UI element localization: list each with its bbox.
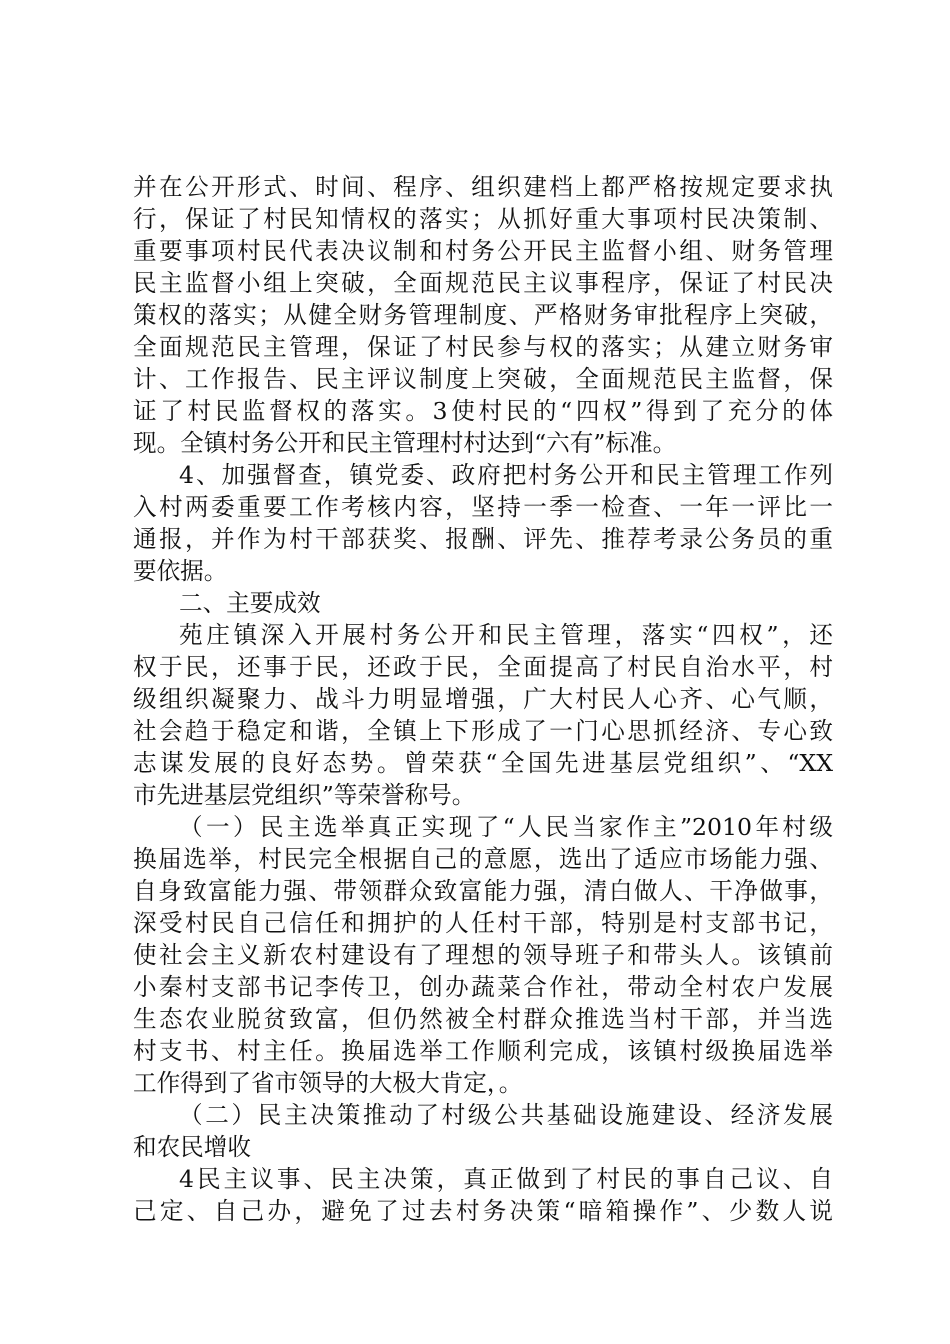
- text-line: 自身致富能力强、带领群众致富能力强，清白做人、干净做事，: [133, 877, 833, 905]
- text-line: 苑庄镇深入开展村务公开和民主管理，落实“四权”，还: [179, 621, 833, 649]
- text-line: 重要事项村民代表决议制和村务公开民主监督小组、财务管理: [133, 237, 833, 265]
- text-line: 入村两委重要工作考核内容，坚持一季一检查、一年一评比一: [133, 493, 833, 521]
- text-line: 村支书、村主任。换届选举工作顺利完成，该镇村级换届选举: [133, 1037, 833, 1065]
- text-line: 现。全镇村务公开和民主管理村村达到“六有”标准。: [133, 429, 677, 457]
- text-line: 计、工作报告、民主评议制度上突破，全面规范民主监督，保: [133, 365, 833, 393]
- text-line: 使社会主义新农村建设有了理想的领导班子和带头人。该镇前: [133, 941, 833, 969]
- text-line: 权于民，还事于民，还政于民，全面提高了村民自治水平，村: [133, 653, 833, 681]
- text-line: 要依据。: [133, 557, 228, 585]
- text-line: 己定、自己办，避免了过去村务决策“暗箱操作”、少数人说: [133, 1197, 833, 1225]
- subsection-line: （一）民主选举真正实现了“人民当家作主”2010年村级: [179, 813, 833, 841]
- text-line: 全面规范民主管理，保证了村民参与权的落实；从建立财务审: [133, 333, 833, 361]
- section-heading: 二、主要成效: [179, 589, 321, 617]
- text-line: 社会趋于稳定和谐，全镇上下形成了一门心思抓经济、专心致: [133, 717, 833, 745]
- text-line: 深受村民自己信任和拥护的人任村干部，特别是村支部书记，: [133, 909, 833, 937]
- text-line: 证了村民监督权的落实。3使村民的“四权”得到了充分的体: [133, 397, 833, 425]
- text-line: 工作得到了省市领导的大极大肯定，。: [133, 1069, 523, 1097]
- text-line: 和农民增收: [133, 1133, 251, 1161]
- text-line: 行，保证了村民知情权的落实；从抓好重大事项村民决策制、: [133, 205, 833, 233]
- text-line: 4、加强督查，镇党委、政府把村务公开和民主管理工作列: [179, 461, 833, 489]
- text-line: 策权的落实；从健全财务管理制度、严格财务审批程序上突破，: [133, 301, 833, 329]
- text-line: 换届选举，村民完全根据自己的意愿，选出了适应市场能力强、: [133, 845, 833, 873]
- text-line: 并在公开形式、时间、程序、组织建档上都严格按规定要求执: [133, 173, 833, 201]
- text-line: 民主监督小组上突破，全面规范民主议事程序，保证了村民决: [133, 269, 833, 297]
- text-line: 志谋发展的良好态势。曾荣获“全国先进基层党组织”、“XX: [133, 749, 833, 777]
- text-line: 生态农业脱贫致富，但仍然被全村群众推选当村干部，并当选: [133, 1005, 833, 1033]
- text-line: 通报，并作为村干部获奖、报酬、评先、推荐考录公务员的重: [133, 525, 833, 553]
- subsection-line: （二）民主决策推动了村级公共基础设施建设、经济发展: [179, 1101, 833, 1129]
- text-line: 市先进基层党组织”等荣誉称号。: [133, 781, 476, 809]
- text-line: 4民主议事、民主决策，真正做到了村民的事自己议、自: [179, 1165, 833, 1193]
- text-line: 小秦村支部书记李传卫，创办蔬菜合作社，带动全村农户发展: [133, 973, 833, 1001]
- text-line: 级组织凝聚力、战斗力明显增强，广大村民人心齐、心气顺，: [133, 685, 833, 713]
